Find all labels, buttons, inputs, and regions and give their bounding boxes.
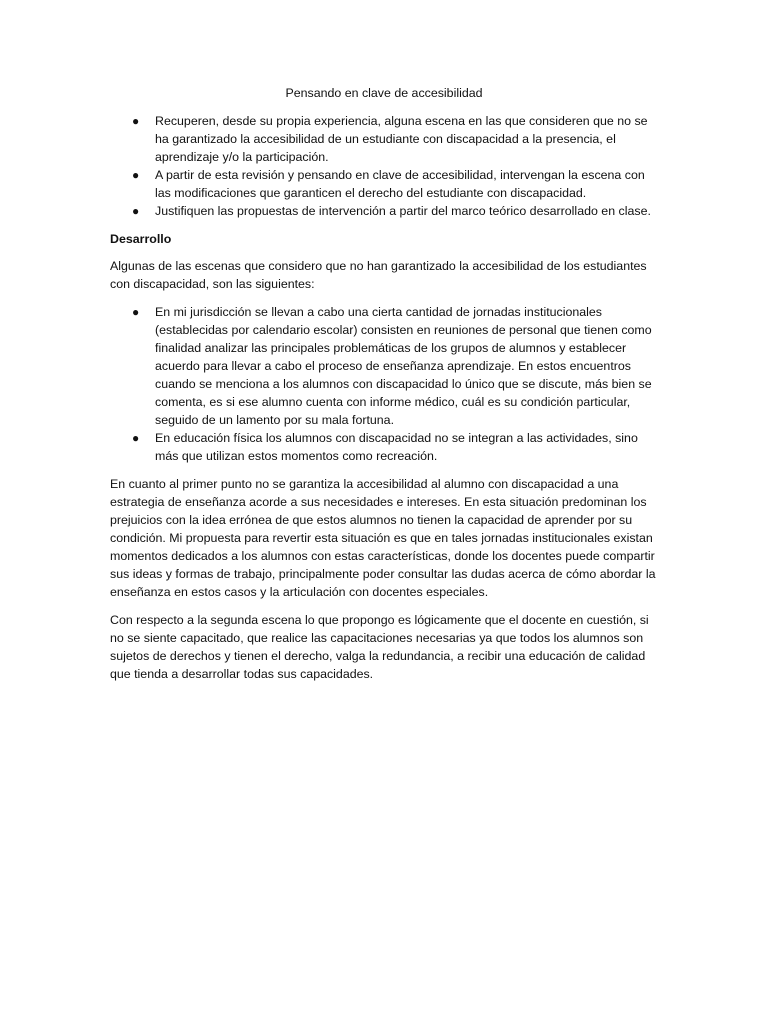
instruction-text: Recuperen, desde su propia experiencia, alguna escena en las que consideren que no se ha garantizado la accesibilidad de un estudiante con discapacidad a la presencia, el aprendizaje y/o la participación. (155, 114, 648, 164)
bullet-dot-icon: ● (132, 168, 140, 182)
scenes-list (110, 303, 658, 465)
section-heading: Desarrollo (110, 232, 172, 246)
body-paragraph: En cuanto al primer punto no se garantiza la accesibilidad al alumno con discapacidad a una estrategia de enseñanza acorde a sus necesidades e intereses. En esta situación predominan los prejuicios con la idea errónea de que estos alumnos no tienen la capacidad de aprender por su condición. Mi propuesta para revertir esta situación es que en tales jornadas institucionales existan momentos dedicados a los alumnos con estas características, donde los docentes puede compartir sus ideas y formas de trabajo, principalmente poder consultar las dudas acerca de cómo abordar la enseñanza en estos casos y la articulación con docentes especiales. (110, 477, 656, 599)
instruction-item (110, 112, 658, 166)
instruction-item (110, 166, 658, 202)
instruction-item (110, 202, 658, 220)
bullet-dot-icon: ● (132, 204, 140, 218)
instructions-list (110, 112, 658, 220)
instruction-text: A partir de esta revisión y pensando en clave de accesibilidad, intervengan la escena con las modificaciones que garanticen el derecho del estudiante con discapacidad. (155, 168, 645, 200)
intro-paragraph: Algunas de las escenas que considero que no han garantizado la accesibilidad de los estudiantes con discapacidad, son las siguientes: (110, 259, 647, 291)
bullet-dot-icon: ● (132, 114, 140, 128)
body-paragraph: Con respecto a la segunda escena lo que propongo es lógicamente que el docente en cuestión, si no se siente capacitado, que realice las capacitaciones necesarias ya que todos los alumnos son sujetos de derechos y tienen el derecho, valga la redundancia, a recibir una educación de calidad que tienda a desarrollar todas sus capacidades. (110, 613, 649, 681)
scene-text: En educación física los alumnos con discapacidad no se integran a las actividades, sino más que utilizan estos momentos como recreación. (155, 431, 638, 463)
scene-item (110, 429, 658, 465)
scene-item (110, 303, 658, 429)
document-body (110, 84, 658, 693)
document-title: Pensando en clave de accesibilidad (285, 86, 483, 100)
scene-text: En mi jurisdicción se llevan a cabo una cierta cantidad de jornadas institucionales (establecidas por calendario escolar) consisten en reuniones de personal que tienen como finalidad analizar las principales problemáticas de los grupos de alumnos y establecer acuerdo para llevar a cabo el proceso de enseñanza aprendizaje. En estos encuentros cuando se menciona a los alumnos con discapacidad lo único que se discute, más bien se comenta, es si ese alumno cuenta con informe médico, cuál es su condición particular, seguido de un lamento por su mala fortuna. (155, 305, 652, 427)
bullet-dot-icon: ● (132, 305, 140, 319)
instruction-text: Justifiquen las propuestas de intervención a partir del marco teórico desarrollado en clase. (155, 204, 651, 218)
bullet-dot-icon: ● (132, 431, 140, 445)
